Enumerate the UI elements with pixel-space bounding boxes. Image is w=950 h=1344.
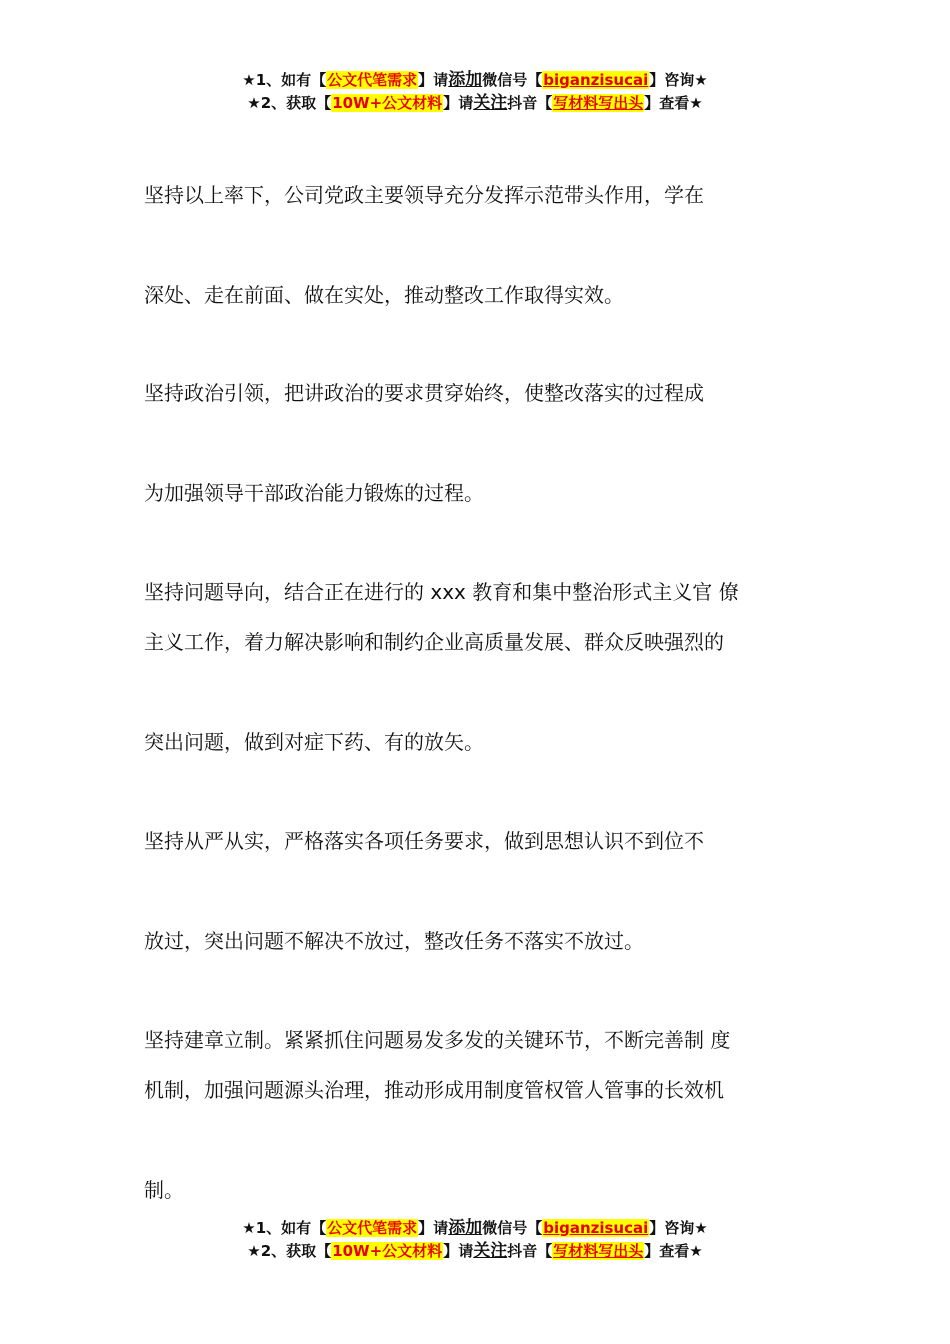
follow-word: 关注 bbox=[473, 1241, 508, 1261]
body-line: 坚持从严从实，严格落实各项任务要求，做到思想认识不到位不 bbox=[144, 829, 704, 853]
banner-text: 】咨询★ bbox=[649, 1219, 708, 1237]
douyin-name: 写材料写出头 bbox=[553, 94, 644, 112]
body-line: 为加强领导干部政治能力锻炼的过程。 bbox=[144, 481, 484, 505]
highlight-materials: 10W+公文材料 bbox=[332, 1242, 443, 1260]
follow-word: 关注 bbox=[473, 93, 508, 113]
banner-text: 抖音【 bbox=[507, 1242, 553, 1260]
banner-text: 】请 bbox=[418, 71, 449, 89]
banner-text: 】请 bbox=[443, 94, 474, 112]
banner-text: 】查看★ bbox=[644, 1242, 703, 1260]
header-banner bbox=[0, 69, 950, 115]
body-line: 突出问题，做到对症下药、有的放矢。 bbox=[144, 730, 484, 754]
body-line: 放过，突出问题不解决不放过，整改任务不落实不放过。 bbox=[144, 929, 644, 953]
body-line: 坚持建章立制。紧紧抓住问题易发多发的关键环节，不断完善制 度 bbox=[144, 1028, 731, 1052]
body-line: 机制，加强问题源头治理，推动形成用制度管权管人管事的长效机 bbox=[144, 1078, 724, 1102]
banner-text: 微信号【 bbox=[482, 71, 543, 89]
banner-text: 】请 bbox=[443, 1242, 474, 1260]
body-line: 制。 bbox=[144, 1178, 184, 1202]
body-line: 坚持以上率下，公司党政主要领导充分发挥示范带头作用，学在 bbox=[144, 183, 704, 207]
banner-text: 】咨询★ bbox=[649, 71, 708, 89]
footer-banner-line-1 bbox=[0, 1217, 950, 1240]
banner-text: 微信号【 bbox=[482, 1219, 543, 1237]
banner-text: 抖音【 bbox=[507, 94, 553, 112]
body-line: 坚持政治引领，把讲政治的要求贯穿始终，使整改落实的过程成 bbox=[144, 381, 704, 405]
banner-text: ★2、获取【 bbox=[247, 1242, 332, 1260]
body-line: 深处、走在前面、做在实处，推动整改工作取得实效。 bbox=[144, 283, 624, 307]
body-line: 坚持问题导向，结合正在进行的 xxx 教育和集中整治形式主义官 僚 bbox=[144, 580, 739, 604]
add-word: 添加 bbox=[448, 1218, 483, 1238]
add-word: 添加 bbox=[448, 70, 483, 90]
wechat-id: biganzisucai bbox=[543, 1219, 649, 1237]
wechat-id: biganzisucai bbox=[543, 71, 649, 89]
highlight-ghostwriting: 公文代笔需求 bbox=[327, 71, 418, 89]
highlight-materials: 10W+公文材料 bbox=[332, 94, 443, 112]
header-banner-line-1 bbox=[0, 69, 950, 92]
body-line: 主义工作，着力解决影响和制约企业高质量发展、群众反映强烈的 bbox=[144, 630, 724, 654]
banner-text: 】请 bbox=[418, 1219, 449, 1237]
footer-banner bbox=[0, 1217, 950, 1263]
header-banner-line-2 bbox=[0, 92, 950, 115]
banner-text: ★1、如有【 bbox=[242, 1219, 327, 1237]
banner-text: ★2、获取【 bbox=[247, 94, 332, 112]
banner-text: ★1、如有【 bbox=[242, 71, 327, 89]
banner-text: 】查看★ bbox=[644, 94, 703, 112]
highlight-ghostwriting: 公文代笔需求 bbox=[327, 1219, 418, 1237]
footer-banner-line-2 bbox=[0, 1240, 950, 1263]
douyin-name: 写材料写出头 bbox=[553, 1242, 644, 1260]
